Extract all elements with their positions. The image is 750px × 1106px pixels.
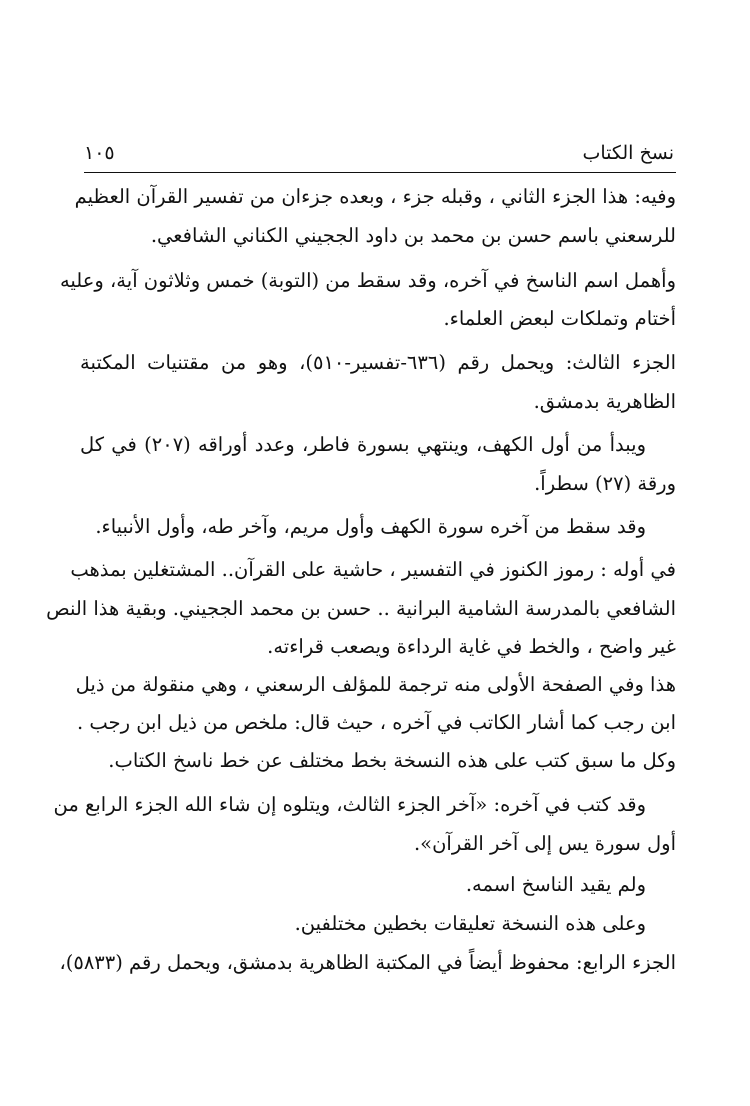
- text-line: في أوله : رموز الكنوز في التفسير ، حاشية على القرآن.. المشتغلين بمذهب: [70, 558, 676, 581]
- text-line: ولم يقيد الناسخ اسمه.: [465, 873, 646, 896]
- text-line: ورقة (٢٧) سطراً.: [534, 472, 676, 495]
- text-line: وفيه: هذا الجزء الثاني ، وقبله جزء ، وبعده جزءان من تفسير القرآن العظيم: [74, 185, 676, 208]
- text-line: وعلى هذه النسخة تعليقات بخطين مختلفين.: [294, 912, 646, 935]
- text-line: الظاهرية بدمشق.: [533, 390, 676, 413]
- text-line: وقد سقط من آخره سورة الكهف وأول مريم، وآخر طه، وأول الأنبياء.: [95, 515, 646, 538]
- text-line: ابن رجب كما أشار الكاتب في آخره ، حيث قال: ملخص من ذيل ابن رجب .: [77, 711, 676, 734]
- text-line: هذا وفي الصفحة الأولى منه ترجمة للمؤلف الرسعني ، وهي منقولة من ذيل: [75, 673, 676, 696]
- text-line: وأهمل اسم الناسخ في آخره، وقد سقط من (التوبة) خمس وثلاثون آية، وعليه: [59, 269, 676, 292]
- text-line: ويبدأ من أول الكهف، وينتهي بسورة فاطر، وعدد أوراقه (٢٠٧) في كل: [80, 433, 646, 456]
- text-line: الشافعي بالمدرسة الشامية البرانية .. حسن بن محمد الججيني. وبقية هذا النص: [46, 597, 676, 620]
- text-line: أول سورة يس إلى آخر القرآن».: [413, 832, 676, 855]
- running-title: نسخ الكتاب: [582, 142, 674, 164]
- header-rule: [84, 172, 676, 173]
- text-line: الجزء الثالث: ويحمل رقم (٦٣٦-تفسير-٥١٠)، وهو من مقتنيات المكتبة: [80, 351, 676, 374]
- text-line: أختام وتملكات لبعض العلماء.: [443, 307, 676, 330]
- text-line: وقد كتب في آخره: «آخر الجزء الثالث، ويتلوه إن شاء الله الجزء الرابع من: [53, 793, 646, 816]
- text-line: غير واضح ، والخط في غاية الرداءة ويصعب قراءته.: [267, 635, 676, 658]
- page-number: ١٠٥: [84, 142, 115, 164]
- text-line: للرسعني باسم حسن بن محمد بن داود الججيني الكناني الشافعي.: [150, 224, 676, 247]
- page-header: [84, 136, 674, 170]
- text-line: وكل ما سبق كتب على هذه النسخة بخط مختلف عن خط ناسخ الكتاب.: [108, 749, 676, 772]
- text-line: الجزء الرابع: محفوظ أيضاً في المكتبة الظاهرية بدمشق، ويحمل رقم (٥٨٣٣)،: [59, 951, 676, 974]
